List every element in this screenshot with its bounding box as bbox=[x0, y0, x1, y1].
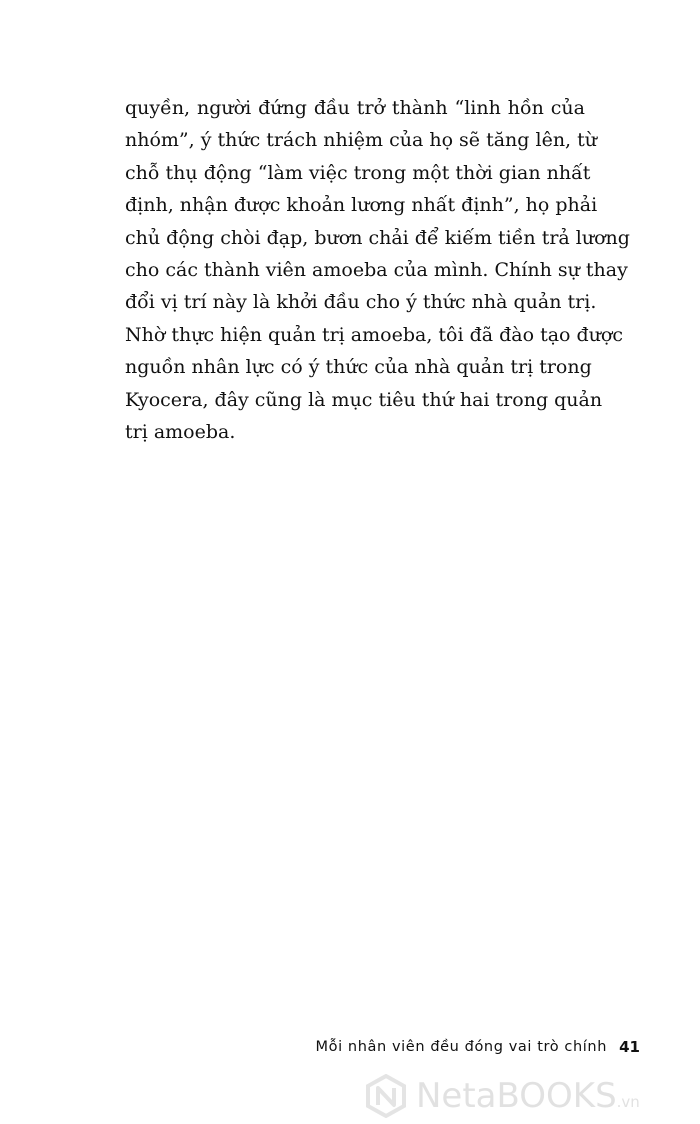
running-title: Mỗi nhân viên đều đóng vai trò chính bbox=[315, 1039, 607, 1055]
text-line: nguồn nhân lực có ý thức của nhà quản trị trong bbox=[125, 356, 592, 379]
text-line: cho các thành viên amoeba của mình. Chính sự thay bbox=[125, 258, 628, 281]
text-line: chỗ thụ động “làm việc trong một thời gian nhất bbox=[125, 161, 591, 184]
text-line: Kyocera, đây cũng là mục tiêu thứ hai trong quản bbox=[125, 388, 603, 411]
body-paragraph bbox=[125, 92, 630, 448]
text-line: trị amoeba. bbox=[125, 420, 236, 443]
text-line: định, nhận được khoản lương nhất định”, họ phải bbox=[125, 194, 598, 217]
text-line: chủ động chòi đạp, bươn chải để kiếm tiền trả lương bbox=[125, 226, 630, 249]
text-line: đổi vị trí này là khởi đầu cho ý thức nhà quản trị. bbox=[125, 291, 597, 314]
watermark-text: NetaBOOKS.vn bbox=[416, 1076, 640, 1116]
watermark bbox=[360, 1072, 700, 1119]
netabooks-logo-icon bbox=[364, 1074, 408, 1118]
page-footer bbox=[0, 1036, 640, 1058]
page-number: 41 bbox=[619, 1038, 640, 1056]
text-line: quyền, người đứng đầu trở thành “linh hồn của bbox=[125, 97, 585, 119]
watermark-suffix: .vn bbox=[616, 1093, 640, 1111]
text-line: nhóm”, ý thức trách nhiệm của họ sẽ tăng lên, từ bbox=[125, 129, 598, 152]
text-line: Nhờ thực hiện quản trị amoeba, tôi đã đào tạo được bbox=[125, 323, 624, 346]
